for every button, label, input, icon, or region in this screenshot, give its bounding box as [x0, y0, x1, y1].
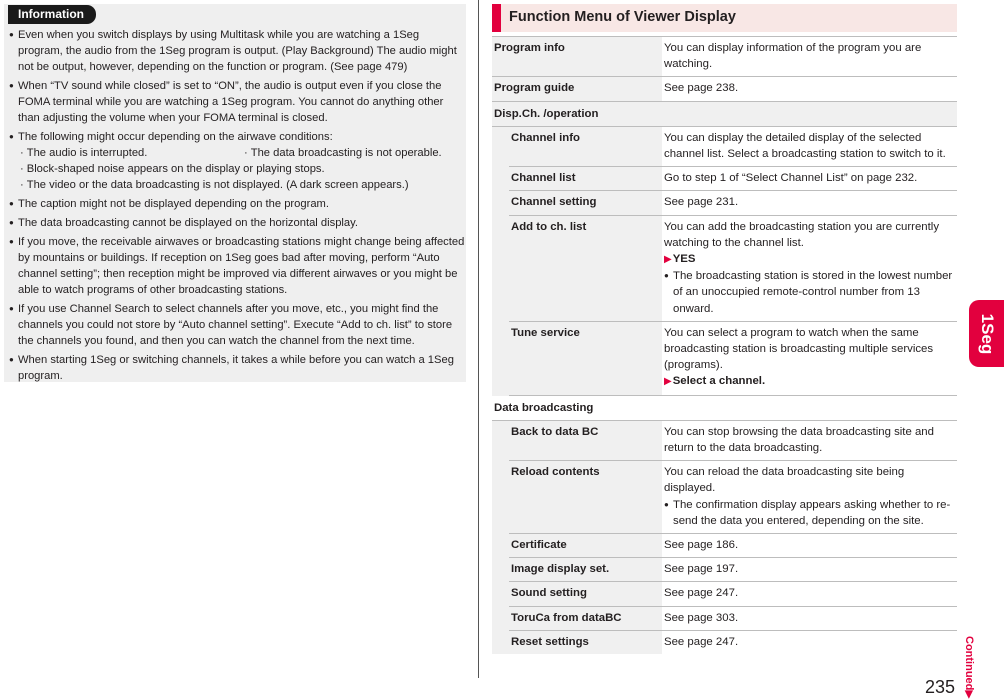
- table-row: [509, 421, 957, 461]
- info-bullet: ● When “TV sound while closed” is set to “ON”, the audio is output even if you close the FOMA terminal while you are watching a 1Seg program. You cannot do anything other than adjusting the volume when your FOMA terminal is closed.: [10, 78, 466, 126]
- menu-label: Sound setting: [511, 587, 587, 600]
- note: ● The broadcasting station is stored in the lowest number of an unoccupied remote-control number from 13 onward.: [664, 268, 957, 317]
- menu-description: You can select a program to watch when the same broadcasting station is broadcasting multiple services (programs). ▶Select a channel.: [662, 322, 957, 395]
- info-bullet: ● Even when you switch displays by using Multitask while you are watching a 1Seg program, the audio from the 1Seg program is output. (Play Background) The audio might not be output, however, depending on the function or program. (See page 479): [10, 27, 466, 75]
- menu-label: Program info: [494, 42, 565, 54]
- airwave-conditions: [18, 145, 466, 193]
- menu-label: Back to data BC: [511, 425, 599, 438]
- menu-label: Reset settings: [511, 635, 589, 648]
- table-row: [509, 534, 957, 558]
- group-disp-ch: [492, 127, 957, 396]
- sub-dot: ·: [244, 147, 248, 159]
- table-row: [509, 461, 957, 534]
- menu-description: See page 247.: [662, 582, 957, 605]
- menu-label: Channel setting: [511, 196, 597, 209]
- condition-item: · The video or the data broadcasting is not displayed. (A dark screen appears.): [20, 179, 409, 191]
- menu-label: Reload contents: [511, 466, 600, 479]
- table-row: [492, 77, 957, 101]
- info-bullet: ● If you use Channel Search to select channels after you move, etc., you might find the channels you could not store by “Auto channel setting”. Execute “Add to ch. list” to store the channels you found, and then you can watch the channel from the next time.: [10, 301, 466, 349]
- table-row: [509, 167, 957, 191]
- arrow-icon: ▶: [664, 254, 672, 266]
- menu-label: Image display set.: [511, 563, 610, 576]
- arrow-icon: ▶: [664, 376, 672, 388]
- menu-description: See page 186.: [662, 534, 957, 557]
- menu-description: You can stop browsing the data broadcasting site and return to the data broadcasting.: [662, 421, 957, 460]
- continued-label: Continued▶: [963, 636, 975, 699]
- chapter-tab: [969, 300, 1004, 367]
- menu-description: You can display information of the program you are watching.: [662, 37, 957, 76]
- info-bullet: ● The data broadcasting cannot be displayed on the horizontal display.: [10, 215, 466, 231]
- menu-description: See page 197.: [662, 558, 957, 581]
- column-divider: [478, 0, 479, 678]
- sub-dot: ·: [20, 163, 24, 175]
- menu-label: Tune service: [511, 326, 580, 339]
- menu-description: Go to step 1 of “Select Channel List” on page 232.: [662, 167, 957, 190]
- menu-label: ToruCa from dataBC: [511, 611, 622, 624]
- info-bullet-text: ● The following might occur depending on the airwave conditions:: [18, 131, 333, 143]
- table-row: [509, 127, 957, 167]
- menu-description: See page 231.: [662, 191, 957, 214]
- table-row: [509, 607, 957, 631]
- information-tag: Information: [8, 5, 96, 24]
- chapter-tab-label: 1Seg: [977, 313, 997, 354]
- group-header-disp-ch: Disp.Ch. /operation: [492, 102, 957, 127]
- information-box: [4, 4, 466, 382]
- function-menu-table: [492, 36, 957, 654]
- group-data-broadcasting: [492, 421, 957, 654]
- menu-description: See page 247.: [662, 631, 957, 654]
- info-bullet: ● The caption might not be displayed depending on the program.: [10, 196, 466, 212]
- menu-description: You can reload the data broadcasting site being displayed. ● The confirmation display appears asking whether to re-send the data you entered, depending on the site.: [662, 461, 957, 533]
- group-header-data-broadcasting: Data broadcasting: [492, 396, 957, 421]
- menu-description: See page 303.: [662, 607, 957, 630]
- page-number: 235: [925, 677, 956, 697]
- table-row: [509, 582, 957, 606]
- table-row: [492, 36, 957, 77]
- section-title: Function Menu of Viewer Display: [509, 9, 736, 25]
- continued-arrow-icon: ▶: [963, 690, 975, 699]
- menu-label: Certificate: [511, 539, 567, 552]
- sub-dot: ·: [20, 147, 24, 159]
- info-bullet: ● When starting 1Seg or switching channels, it takes a while before you can watch a 1Seg program.: [10, 352, 466, 384]
- menu-description: See page 238.: [662, 77, 957, 100]
- table-row: [509, 322, 957, 396]
- menu-description: You can display the detailed display of the selected channel list. Select a broadcasting station to switch to it.: [662, 127, 957, 166]
- information-list: [10, 27, 466, 384]
- menu-label: Channel info: [511, 131, 580, 144]
- menu-label: Program guide: [494, 82, 575, 95]
- info-bullet: [10, 129, 466, 193]
- note: ● The confirmation display appears asking whether to re-send the data you entered, depending on the site.: [664, 497, 957, 529]
- table-row: [509, 216, 957, 322]
- table-row: [509, 558, 957, 582]
- menu-description: You can add the broadcasting station you are currently watching to the channel list. ▶YES ● The broadcasting station is stored in the lowest number of an unoccupied remote-control number from 13 onward.: [662, 216, 957, 321]
- menu-label: Add to ch. list: [511, 220, 587, 233]
- condition-item: · Block-shaped noise appears on the display or playing stops.: [20, 163, 325, 175]
- condition-item: · The data broadcasting is not operable.: [244, 147, 442, 159]
- section-header: [492, 4, 957, 32]
- info-bullet: ● If you move, the receivable airwaves or broadcasting stations might change being affected by mountains or buildings. If reception on 1Seg goes bad after moving, perform “Auto channel setting”; then reception might be improved via different airwaves or you might be able to watch programs of other broadcasting stations.: [10, 234, 466, 298]
- sub-dot: ·: [20, 179, 24, 191]
- table-row: [509, 631, 957, 654]
- menu-label: Channel list: [511, 172, 576, 185]
- condition-item: · The audio is interrupted.: [20, 147, 148, 159]
- table-row: [509, 191, 957, 215]
